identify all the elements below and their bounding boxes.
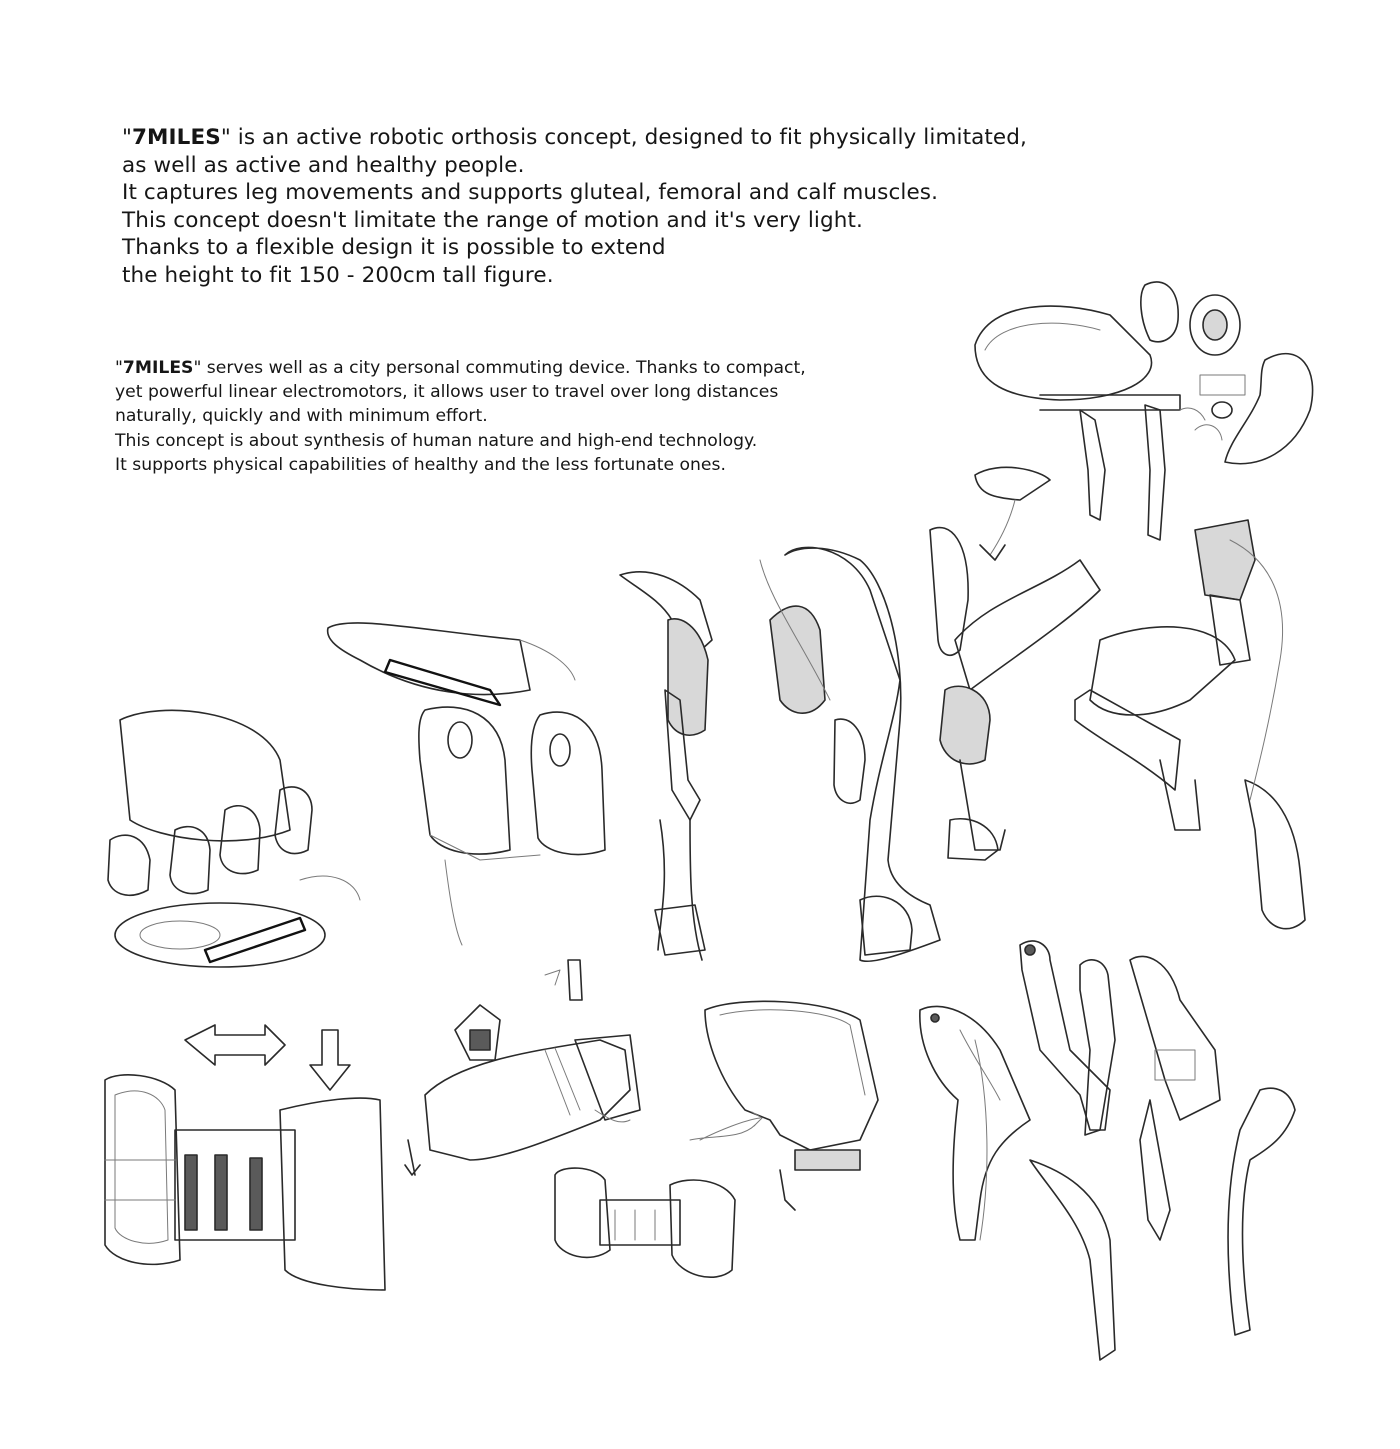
intro-line-5: Thanks to a flexible design it is possible to extend [122,235,666,260]
intro-line-3: It captures leg movements and supports gluteal, femoral and calf muscles. [122,180,939,205]
commute-line-4: This concept is about synthesis of human nature and high-end technology. [115,430,758,451]
commute-line-3: naturally, quickly and with minimum effort. [115,406,488,427]
intro-line-2: as well as active and healthy people. [122,152,525,178]
seat-sketch-icon [108,710,360,967]
hip-belt-sketch-icon [975,282,1313,464]
thigh-strap-sketch-icon [105,1025,385,1290]
spine-bracket-sketch-icon [920,941,1295,1360]
knee-pad-sketch-icon [328,623,605,945]
brand-name: 7MILES [132,125,221,150]
commute-line-5: It supports physical capabilities of healthy and the less fortunate ones. [115,454,726,475]
brand-name: 7MILES [122,358,194,378]
intro-line-6: the height to fit 150 - 200cm tall figure. [122,262,554,288]
buckle-sketch-icon [405,960,735,1277]
thigh-pad-sketch-icon [690,1001,878,1210]
bracket-sketch-icon [975,405,1165,560]
intro-line-1: "7MILES" is an active robotic orthosis concept, designed to fit physically limitated, [122,125,1027,150]
commute-line-2: yet powerful linear electromotors, it allows user to travel over long distances [115,382,779,403]
commute-line-1: "7MILES" serves well as a city personal commuting device. Thanks to compact, [115,358,806,378]
intro-line-4: This concept doesn't limitate the range of motion and it's very light. [122,207,863,233]
exoskeleton-leg-sketch-icon [620,520,1305,961]
